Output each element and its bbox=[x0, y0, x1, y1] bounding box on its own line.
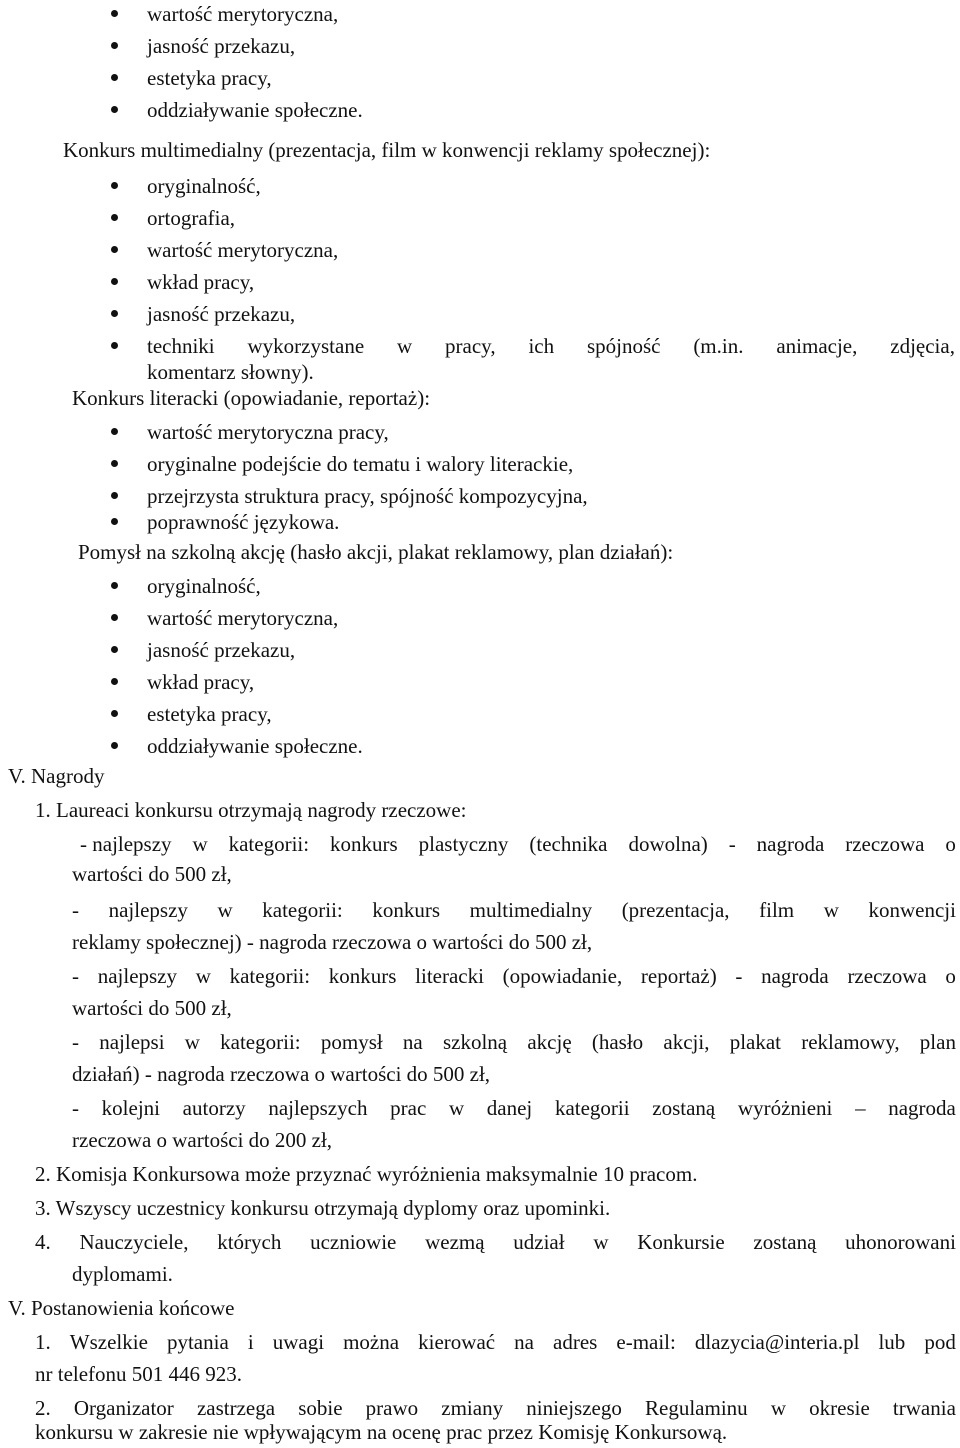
award-line-continuation: wartości do 500 zł, bbox=[72, 862, 232, 886]
email-link[interactable]: dlazycia@interia.pl bbox=[694, 1330, 860, 1354]
bullet-icon bbox=[111, 614, 118, 621]
word: kierować bbox=[418, 1330, 496, 1354]
word: techniki bbox=[147, 334, 215, 358]
word: o bbox=[945, 832, 956, 856]
word: można bbox=[343, 1330, 400, 1354]
bullet-icon bbox=[111, 678, 118, 685]
word: w bbox=[770, 1396, 786, 1420]
word: e-mail: bbox=[616, 1330, 676, 1354]
bullet-icon bbox=[111, 182, 118, 189]
word: adres bbox=[553, 1330, 598, 1354]
paragraph-justified bbox=[35, 1398, 956, 1419]
paragraph: 1. Laureaci konkursu otrzymają nagrody rzeczowe: bbox=[35, 798, 467, 822]
award-line bbox=[72, 966, 956, 987]
word: o bbox=[945, 964, 956, 988]
word: najlepszy bbox=[97, 964, 178, 988]
word: 4. bbox=[35, 1230, 51, 1254]
word: (hasło bbox=[591, 1030, 644, 1054]
section-heading-final: V. Postanowienia końcowe bbox=[8, 1296, 235, 1320]
bullet-icon bbox=[111, 10, 118, 17]
word: w bbox=[184, 1030, 200, 1054]
bullet-icon bbox=[111, 310, 118, 317]
word: literacki bbox=[415, 964, 484, 988]
bullet-icon bbox=[111, 214, 118, 221]
word: Konkursie bbox=[637, 1230, 725, 1254]
bullet-icon bbox=[111, 710, 118, 717]
list-item: wartość merytoryczna, bbox=[147, 606, 339, 630]
word: reklamowy, bbox=[801, 1030, 900, 1054]
award-line-continuation: działań) - nagroda rzeczowa o wartości do 500 zł, bbox=[72, 1062, 491, 1086]
list-item: jasność przekazu, bbox=[147, 638, 296, 662]
word: kategorii: bbox=[262, 898, 343, 922]
list-item: poprawność językowa. bbox=[147, 510, 340, 534]
word: nagroda bbox=[756, 832, 825, 856]
word: rzeczowa bbox=[847, 964, 927, 988]
section-heading-awards: V. Nagrody bbox=[8, 764, 105, 788]
word: prac bbox=[390, 1096, 427, 1120]
list-item: przejrzysta struktura pracy, spójność kompozycyjna, bbox=[147, 484, 588, 508]
list-item: wkład pracy, bbox=[147, 670, 255, 694]
paragraph-continuation: konkursu w zakresie nie wpływającym na ocenę prac przez Komisję Konkursową. bbox=[35, 1420, 728, 1444]
word: 1. bbox=[35, 1330, 51, 1354]
list-item: oryginalność, bbox=[147, 574, 261, 598]
bullet-icon bbox=[111, 246, 118, 253]
bullet-icon bbox=[111, 342, 118, 349]
word: - bbox=[72, 1096, 79, 1120]
word: najlepsi bbox=[99, 1030, 165, 1054]
word: - bbox=[72, 964, 79, 988]
word: kategorii: bbox=[229, 964, 311, 988]
word: w bbox=[192, 832, 208, 856]
word: (technika bbox=[529, 832, 608, 856]
word: nagroda bbox=[888, 1096, 956, 1120]
word: - bbox=[728, 832, 736, 856]
list-item: oddziaływanie społeczne. bbox=[147, 98, 363, 122]
word: których bbox=[217, 1230, 282, 1254]
list-item: wartość merytoryczna, bbox=[147, 238, 339, 262]
word: pytania bbox=[166, 1330, 229, 1354]
word: – bbox=[855, 1096, 866, 1120]
word: wyróżnieni bbox=[737, 1096, 833, 1120]
word: dowolna) bbox=[628, 832, 708, 856]
word: Organizator bbox=[73, 1396, 174, 1420]
word: najlepszych bbox=[268, 1096, 368, 1120]
word: zostaną bbox=[753, 1230, 817, 1254]
word: trwania bbox=[892, 1396, 956, 1420]
word: kolejni bbox=[101, 1096, 160, 1120]
word: w bbox=[593, 1230, 609, 1254]
word: prawo bbox=[365, 1396, 419, 1420]
bullet-icon bbox=[111, 106, 118, 113]
word: konkurs bbox=[328, 964, 397, 988]
word: w bbox=[195, 964, 211, 988]
list-item-continuation: komentarz słowny). bbox=[147, 360, 314, 384]
word: pod bbox=[924, 1330, 956, 1354]
award-line bbox=[80, 834, 956, 855]
word: rzeczowa bbox=[845, 832, 925, 856]
paragraph-continuation: dyplomami. bbox=[72, 1262, 173, 1286]
bullet-icon bbox=[111, 492, 118, 499]
word: na bbox=[514, 1330, 534, 1354]
word: uhonorowani bbox=[845, 1230, 956, 1254]
list-item: estetyka pracy, bbox=[147, 66, 272, 90]
word: film bbox=[759, 898, 795, 922]
word: 2. bbox=[35, 1396, 51, 1420]
word: w bbox=[217, 898, 233, 922]
word: lub bbox=[878, 1330, 906, 1354]
list-item: jasność przekazu, bbox=[147, 302, 296, 326]
word: udział bbox=[513, 1230, 565, 1254]
word: Wszelkie bbox=[69, 1330, 148, 1354]
word: i bbox=[247, 1330, 254, 1354]
award-line bbox=[72, 1032, 956, 1053]
word: zastrzega bbox=[196, 1396, 276, 1420]
word: zmiany bbox=[441, 1396, 504, 1420]
word: sobie bbox=[298, 1396, 343, 1420]
word: nagroda bbox=[761, 964, 829, 988]
award-line-continuation: rzeczowa o wartości do 200 zł, bbox=[72, 1128, 333, 1152]
word: zdjęcia, bbox=[890, 334, 955, 358]
word: konkurs bbox=[330, 832, 398, 856]
word: akcję bbox=[527, 1030, 572, 1054]
award-line bbox=[72, 900, 956, 921]
word: w bbox=[448, 1096, 465, 1120]
word: (opowiadanie, bbox=[502, 964, 623, 988]
paragraph: 2. Komisja Konkursowa może przyznać wyróżnienia maksymalnie 10 pracom. bbox=[35, 1162, 698, 1186]
list-item: wartość merytoryczna pracy, bbox=[147, 420, 389, 444]
list-item: oddziaływanie społeczne. bbox=[147, 734, 363, 758]
list-item-justified bbox=[147, 336, 955, 357]
list-item: oryginalne podejście do tematu i walory literackie, bbox=[147, 452, 574, 476]
word: autorzy bbox=[182, 1096, 246, 1120]
word: (m.in. bbox=[693, 334, 744, 358]
paragraph-justified bbox=[35, 1232, 956, 1253]
word: plakat bbox=[729, 1030, 781, 1054]
bullet-icon bbox=[111, 74, 118, 81]
bullet-icon bbox=[111, 646, 118, 653]
bullet-icon bbox=[111, 278, 118, 285]
bullet-icon bbox=[111, 460, 118, 467]
word: w bbox=[823, 898, 839, 922]
word: w bbox=[397, 334, 413, 358]
award-line bbox=[72, 1098, 956, 1119]
list-item: wartość merytoryczna, bbox=[147, 2, 339, 26]
word: kategorii: bbox=[228, 832, 310, 856]
word: na bbox=[402, 1030, 423, 1054]
paragraph: 3. Wszyscy uczestnicy konkursu otrzymają dyplomy oraz upominki. bbox=[35, 1196, 611, 1220]
word: - bbox=[72, 1030, 79, 1054]
word: plan bbox=[919, 1030, 956, 1054]
word: (prezentacja, bbox=[621, 898, 730, 922]
paragraph-continuation: nr telefonu 501 446 923. bbox=[35, 1362, 243, 1386]
word: multimedialny bbox=[469, 898, 593, 922]
word: szkolną bbox=[442, 1030, 508, 1054]
list-item: estetyka pracy, bbox=[147, 702, 272, 726]
word: najlepszy bbox=[108, 898, 188, 922]
award-line-continuation: reklamy społecznej) - nagroda rzeczowa o wartości do 500 zł, bbox=[72, 930, 593, 954]
word: animacje, bbox=[776, 334, 858, 358]
word: zostaną bbox=[652, 1096, 716, 1120]
section-heading-idea: Pomysł na szkolną akcję (hasło akcji, plakat reklamowy, plan działań): bbox=[78, 540, 674, 564]
list-item: jasność przekazu, bbox=[147, 34, 296, 58]
list-item: wkład pracy, bbox=[147, 270, 255, 294]
paragraph-justified bbox=[35, 1332, 956, 1353]
word: wezmą bbox=[425, 1230, 485, 1254]
word: kategorii bbox=[554, 1096, 630, 1120]
word: danej bbox=[486, 1096, 533, 1120]
word: uczniowie bbox=[310, 1230, 397, 1254]
word: konwencji bbox=[868, 898, 956, 922]
bullet-icon bbox=[111, 742, 118, 749]
word: konkurs bbox=[372, 898, 441, 922]
word: reportaż) bbox=[640, 964, 717, 988]
word: Regulaminu bbox=[645, 1396, 748, 1420]
word: okresie bbox=[809, 1396, 870, 1420]
word: Nauczyciele, bbox=[79, 1230, 189, 1254]
section-heading-multimedia: Konkurs multimedialny (prezentacja, film w konwencji reklamy społecznej): bbox=[63, 138, 711, 162]
bullet-icon bbox=[111, 428, 118, 435]
word: kategorii: bbox=[220, 1030, 301, 1054]
bullet-icon bbox=[111, 42, 118, 49]
word: niniejszego bbox=[526, 1396, 622, 1420]
bullet-icon bbox=[111, 518, 118, 525]
word: ich bbox=[528, 334, 555, 358]
word: - najlepszy bbox=[80, 832, 172, 856]
award-line-continuation: wartości do 500 zł, bbox=[72, 996, 232, 1020]
word: - bbox=[735, 964, 743, 988]
list-item: ortografia, bbox=[147, 206, 236, 230]
word: pracy, bbox=[445, 334, 496, 358]
word: spójność bbox=[586, 334, 661, 358]
word: pomysł bbox=[320, 1030, 383, 1054]
bullet-icon bbox=[111, 582, 118, 589]
word: wykorzystane bbox=[247, 334, 365, 358]
word: - bbox=[72, 898, 79, 922]
word: uwagi bbox=[272, 1330, 325, 1354]
list-item: oryginalność, bbox=[147, 174, 261, 198]
word: akcji, bbox=[663, 1030, 710, 1054]
word: plastyczny bbox=[418, 832, 509, 856]
section-heading-literary: Konkurs literacki (opowiadanie, reportaż): bbox=[72, 386, 431, 410]
